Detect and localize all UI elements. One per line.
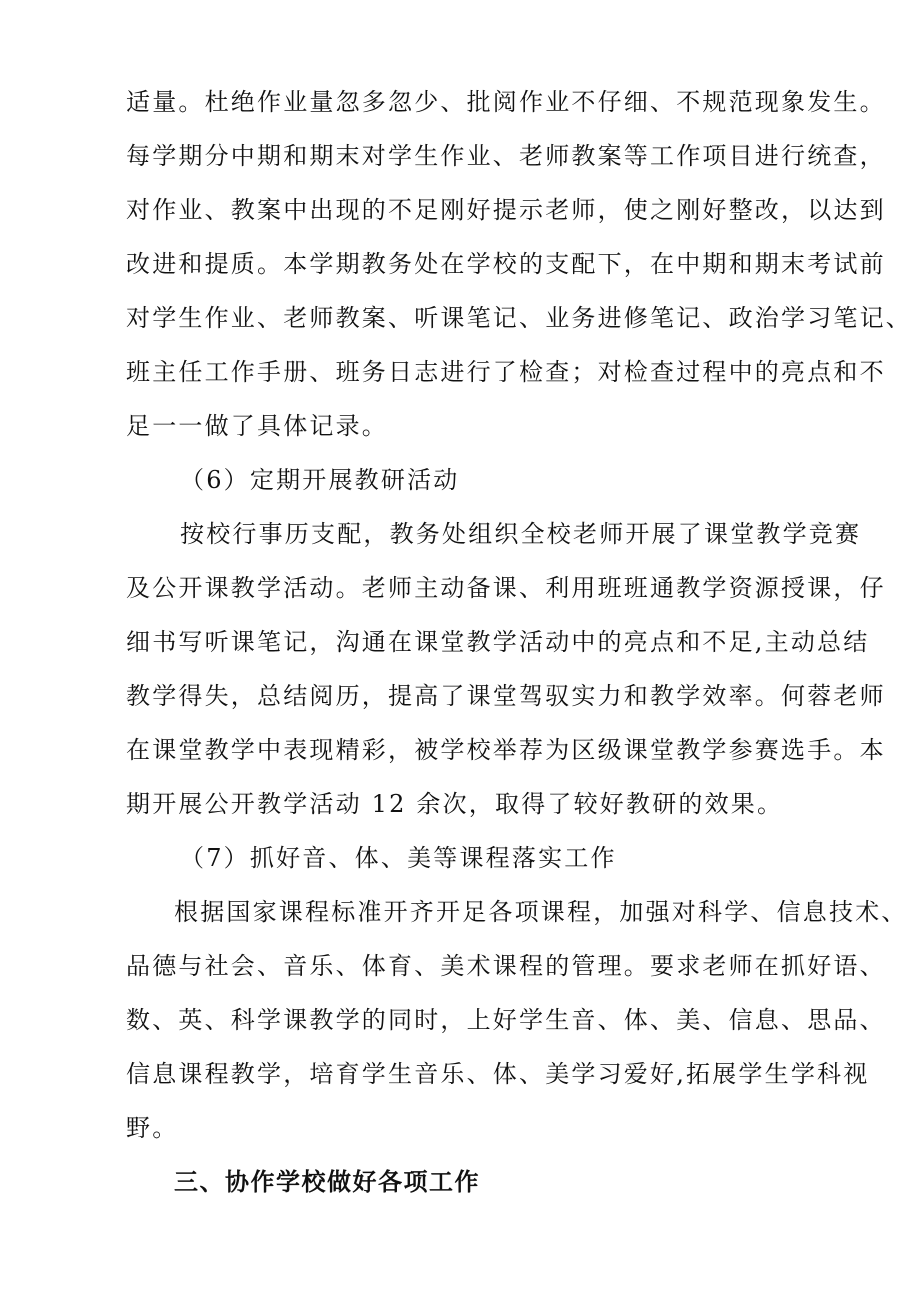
- paragraph-line: 数、英、科学课教学的同时，上好学生音、体、美、信息、思品、: [126, 1006, 886, 1034]
- paragraph-line: 细书写听课笔记，沟通在课堂教学活动中的亮点和不足,主动总结: [126, 628, 870, 656]
- paragraph-line: 根据国家课程标准开齐开足各项课程，加强对科学、信息技术、: [174, 898, 908, 926]
- paragraph-line: 品德与社会、音乐、体育、美术课程的管理。要求老师在抓好语、: [126, 952, 886, 980]
- paragraph-line: 适量。杜绝作业量忽多忽少、批阅作业不仔细、不规范现象发生。: [126, 88, 886, 116]
- paragraph-line: 信息课程教学，培育学生音乐、体、美学习爱好,拓展学生学科视: [126, 1060, 870, 1088]
- paragraph-line: 对学生作业、老师教案、听课笔记、业务进修笔记、政治学习笔记、: [126, 304, 912, 332]
- paragraph-line: 足一一做了具体记录。: [126, 412, 388, 440]
- paragraph-line: 对作业、教案中出现的不足刚好提示老师，使之刚好整改，以达到: [126, 196, 886, 224]
- paragraph-line: 班主任工作手册、班务日志进行了检查；对检查过程中的亮点和不: [126, 358, 886, 386]
- subheading-7: （7）抓好音、体、美等课程落实工作: [180, 844, 617, 872]
- paragraph-line: 在课堂教学中表现精彩，被学校举荐为区级课堂教学参赛选手。本: [126, 736, 886, 764]
- paragraph-line: 野。: [126, 1114, 179, 1142]
- subheading-6: （6）定期开展教研活动: [180, 466, 460, 494]
- section-title: 三、协作学校做好各项工作: [174, 1168, 480, 1196]
- paragraph-line: 教学得失，总结阅历，提高了课堂驾驭实力和教学效率。何蓉老师: [126, 682, 886, 710]
- paragraph-line: 每学期分中期和期末对学生作业、老师教案等工作项目进行统查，: [126, 142, 886, 170]
- paragraph-line: 按校行事历支配，教务处组织全校老师开展了课堂教学竞赛: [180, 520, 862, 548]
- paragraph-line: 期开展公开教学活动 12 余次，取得了较好教研的效果。: [126, 790, 784, 818]
- paragraph-line: 及公开课教学活动。老师主动备课、利用班班通教学资源授课，仔: [126, 574, 886, 602]
- paragraph-line: 改进和提质。本学期教务处在学校的支配下，在中期和期末考试前: [126, 250, 886, 278]
